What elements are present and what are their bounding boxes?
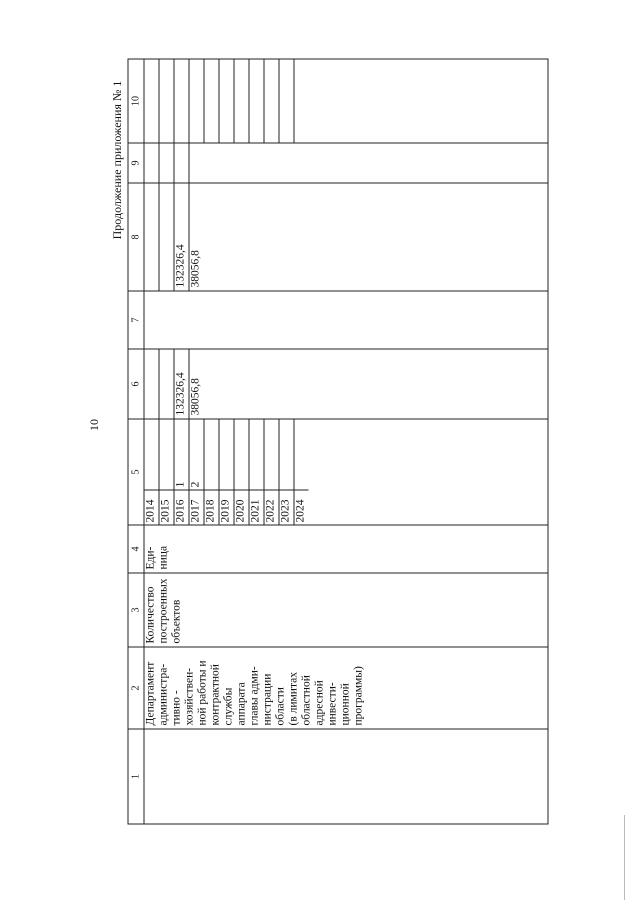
year-value: 1 xyxy=(174,420,189,490)
year: 2020 xyxy=(234,490,249,525)
year-value-cell xyxy=(144,419,548,525)
dept-line: администра- xyxy=(157,663,170,726)
col-num: 4 xyxy=(128,525,144,573)
year-row xyxy=(294,420,309,525)
continuation-caption: Продолжение приложения № 1 xyxy=(110,80,124,240)
dept-line: тивно - xyxy=(170,690,183,726)
year-row xyxy=(145,420,160,525)
col-num: 1 xyxy=(128,729,144,824)
col6-value: 132326,4 xyxy=(174,350,189,419)
col-num: 5 xyxy=(128,419,144,525)
dept-line: ной работы и xyxy=(196,660,209,726)
col-num: 9 xyxy=(128,143,144,183)
cell-col1 xyxy=(144,729,548,824)
col8-value: 132326,4 xyxy=(174,184,189,291)
indicator-line: объектов xyxy=(170,599,183,644)
col9-subtable xyxy=(145,144,204,183)
year-row xyxy=(159,420,174,525)
dept-line: адресной xyxy=(313,680,326,726)
col-num: 10 xyxy=(128,59,144,143)
dept-line: нистрации xyxy=(261,673,274,726)
dept-line: аппарата xyxy=(235,682,248,726)
col6-value xyxy=(145,350,160,419)
year: 2014 xyxy=(145,490,160,525)
year-row xyxy=(264,420,279,525)
year-value xyxy=(219,420,234,490)
appendix-table xyxy=(128,59,549,825)
dept-line: контрактной xyxy=(209,664,222,726)
col-num: 8 xyxy=(128,183,144,291)
col-num: 7 xyxy=(128,291,144,349)
year-row xyxy=(279,420,294,525)
dept-line: области xyxy=(274,687,287,726)
year-row xyxy=(204,420,219,525)
col8-value: 38056,8 xyxy=(189,250,202,288)
unit-line: ница xyxy=(157,545,170,570)
year-row xyxy=(234,420,249,525)
col6-cell xyxy=(144,349,548,419)
edge-mark xyxy=(624,815,625,900)
col8-value xyxy=(159,184,174,291)
dept-line: службы xyxy=(222,687,235,726)
col6-subtable xyxy=(145,350,204,419)
year-row xyxy=(189,420,204,525)
data-row xyxy=(144,59,548,824)
col8-value xyxy=(145,184,160,291)
year: 2017 xyxy=(189,490,204,525)
year-row xyxy=(249,420,264,525)
col6-value: 38056,8 xyxy=(189,378,202,416)
rotated-table-wrapper xyxy=(128,60,548,825)
year: 2015 xyxy=(159,490,174,525)
department-cell xyxy=(144,647,548,729)
year: 2024 xyxy=(294,490,309,525)
column-number-row xyxy=(128,59,144,824)
dept-line: главы адми- xyxy=(248,666,261,726)
col-num: 3 xyxy=(128,573,144,647)
year-row xyxy=(219,420,234,525)
dept-line: программы) xyxy=(352,666,365,726)
year: 2022 xyxy=(264,490,279,525)
year-row xyxy=(174,420,189,525)
year-value xyxy=(249,420,264,490)
col10-subtable xyxy=(145,60,309,143)
unit-cell xyxy=(144,525,548,573)
indicator-line: Количество xyxy=(144,586,157,644)
unit-line: Еди- xyxy=(144,546,157,570)
year-value xyxy=(145,420,160,490)
col-num: 2 xyxy=(128,647,144,729)
year: 2023 xyxy=(279,490,294,525)
year: 2019 xyxy=(219,490,234,525)
year: 2018 xyxy=(204,490,219,525)
page-number: 10 xyxy=(87,419,101,431)
year-value xyxy=(294,420,309,490)
year-value xyxy=(204,420,219,490)
col6-value xyxy=(159,350,174,419)
col7-cell xyxy=(144,291,548,349)
indicator-line: построенных xyxy=(157,578,170,644)
col8-subtable xyxy=(145,184,204,291)
year-value xyxy=(234,420,249,490)
col-num: 6 xyxy=(128,349,144,419)
year-value: 2 xyxy=(189,420,204,490)
dept-line: хозяйствен- xyxy=(183,667,196,726)
dept-line: ционной xyxy=(339,683,352,726)
year-value xyxy=(264,420,279,490)
col10-cell xyxy=(144,59,548,143)
col8-cell xyxy=(144,183,548,291)
dept-line: (в лимитах xyxy=(287,672,300,726)
dept-line: инвести- xyxy=(326,682,339,726)
dept-line: областной xyxy=(300,675,313,726)
col9-cell xyxy=(144,143,548,183)
indicator-cell xyxy=(144,573,548,647)
dept-line: Департамент xyxy=(144,661,157,726)
year-value xyxy=(279,420,294,490)
year-subtable xyxy=(145,420,309,525)
year: 2021 xyxy=(249,490,264,525)
year: 2016 xyxy=(174,490,189,525)
year-value xyxy=(159,420,174,490)
